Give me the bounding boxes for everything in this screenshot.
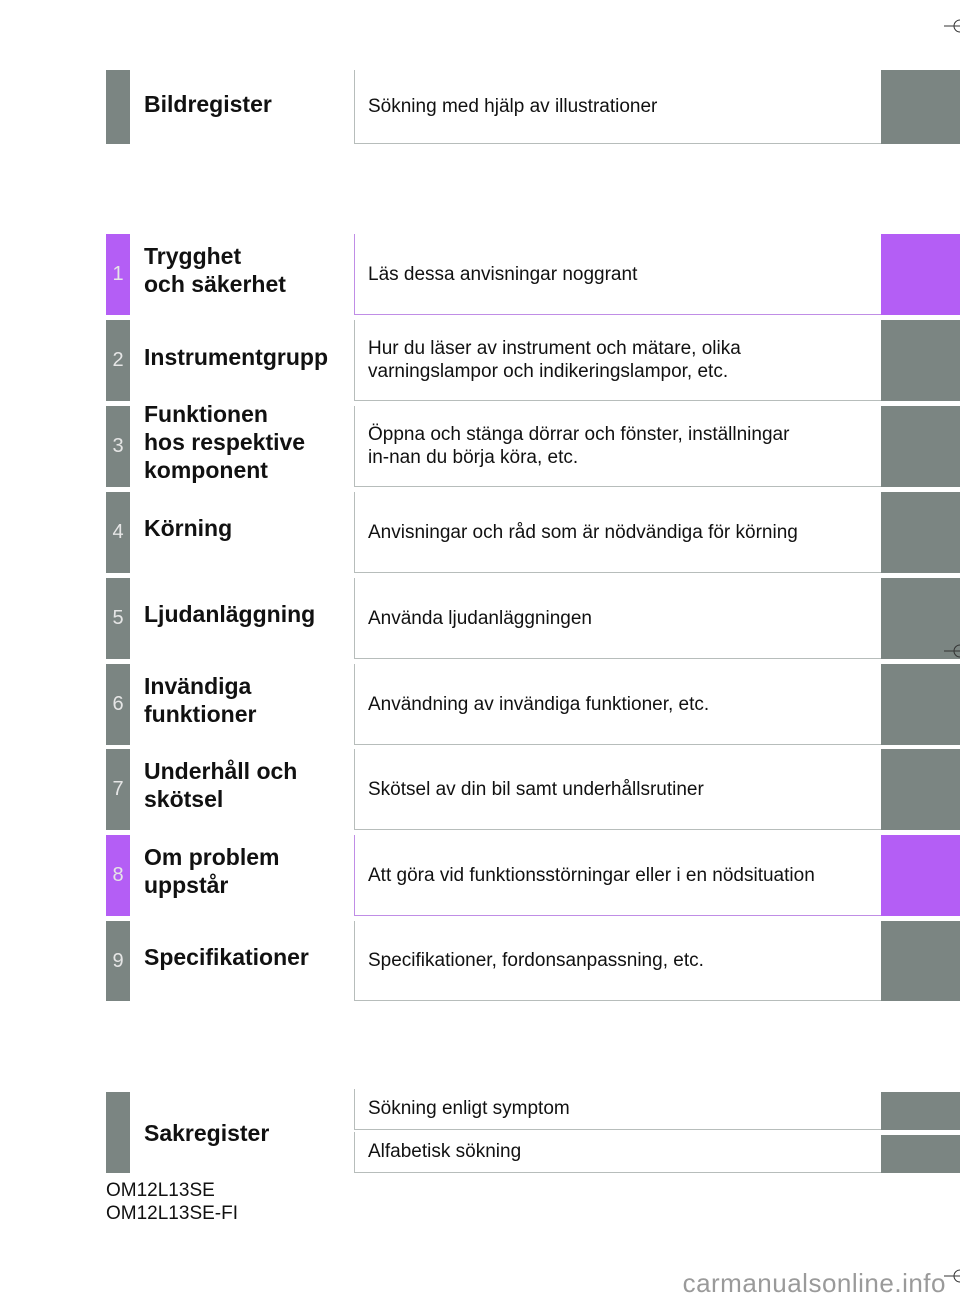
chapter-title: Underhåll och skötsel (144, 758, 298, 812)
chapter-description: Öppna och stänga dörrar och fönster, inställningar in-nan du börja köra, etc. (354, 406, 881, 487)
chapter-number: 6 (106, 664, 130, 745)
subject-index-edge-tab (881, 1092, 960, 1130)
picture-index-title: Bildregister (144, 91, 272, 117)
chapter-title: Funktionen hos respektive komponent (144, 401, 306, 483)
chapter-title: Instrumentgrupp (144, 344, 328, 370)
chapter-number: 7 (106, 749, 130, 830)
subject-index-item-alphabetic[interactable] (354, 1132, 960, 1173)
chapter-description: Skötsel av din bil samt underhållsrutiner (354, 749, 881, 830)
chapter-number: 8 (106, 835, 130, 916)
subject-index-tab (106, 1092, 130, 1173)
chapter-row-2[interactable] (106, 320, 960, 401)
subject-index-title: Sakregister (144, 1119, 270, 1146)
subject-index-edge-tab (881, 1135, 960, 1173)
watermark: carmanualsonline.info (682, 1268, 946, 1298)
chapter-row-5[interactable] (106, 578, 960, 659)
picture-index-tab (106, 70, 130, 144)
chapter-description: Användning av invändiga funktioner, etc. (354, 664, 881, 745)
chapter-description: Använda ljudanläggningen (354, 578, 881, 659)
chapter-number: 5 (106, 578, 130, 659)
chapter-row-7[interactable] (106, 749, 960, 830)
chapter-title: Ljudanläggning (144, 601, 316, 627)
subject-index-item-symptom[interactable] (354, 1089, 960, 1130)
chapter-edge-tab (881, 234, 960, 315)
chapter-title: Körning (144, 515, 233, 541)
chapter-row-3[interactable] (106, 401, 960, 487)
chapter-row-4[interactable] (106, 492, 960, 573)
crop-mark-top-icon (944, 12, 960, 40)
chapter-number: 4 (106, 492, 130, 573)
picture-index-description: Sökning med hjälp av illustrationer (354, 70, 881, 144)
chapter-description: Hur du läser av instrument och mätare, olika varningslampor och indikeringslampor, etc. (354, 320, 881, 401)
chapter-number: 1 (106, 234, 130, 315)
chapter-title: Specifikationer (144, 944, 309, 970)
chapter-edge-tab (881, 406, 960, 487)
chapter-number: 2 (106, 320, 130, 401)
crop-mark-bottom-icon (944, 1262, 960, 1290)
chapter-row-8[interactable] (106, 835, 960, 916)
manual-codes: OM12L13SE OM12L13SE-FI (106, 1180, 238, 1224)
chapter-edge-tab (881, 835, 960, 916)
chapter-description: Specifikationer, fordonsanpassning, etc. (354, 921, 881, 1001)
chapter-edge-tab (881, 921, 960, 1001)
chapter-row-9[interactable] (106, 921, 960, 1001)
subject-index-item-label: Sökning enligt symptom (354, 1089, 881, 1130)
picture-index-row[interactable] (106, 70, 960, 144)
chapter-number: 3 (106, 406, 130, 487)
chapter-title: Om problem uppstår (144, 844, 280, 898)
chapter-edge-tab (881, 664, 960, 745)
crop-mark-middle-icon (944, 637, 960, 665)
chapter-edge-tab (881, 749, 960, 830)
chapter-edge-tab (881, 320, 960, 401)
subject-index-item-label: Alfabetisk sökning (354, 1132, 881, 1173)
chapter-title: Invändiga funktioner (144, 673, 257, 727)
chapter-title: Trygghet och säkerhet (144, 243, 286, 297)
chapter-description: Anvisningar och råd som är nödvändiga för körning (354, 492, 881, 573)
picture-index-edge-tab (881, 70, 960, 144)
chapter-description: Att göra vid funktionsstörningar eller i en nödsituation (354, 835, 881, 916)
chapter-edge-tab (881, 492, 960, 573)
chapter-row-1[interactable] (106, 234, 960, 315)
chapter-number: 9 (106, 921, 130, 1001)
chapter-row-6[interactable] (106, 664, 960, 745)
chapter-description: Läs dessa anvisningar noggrant (354, 234, 881, 315)
